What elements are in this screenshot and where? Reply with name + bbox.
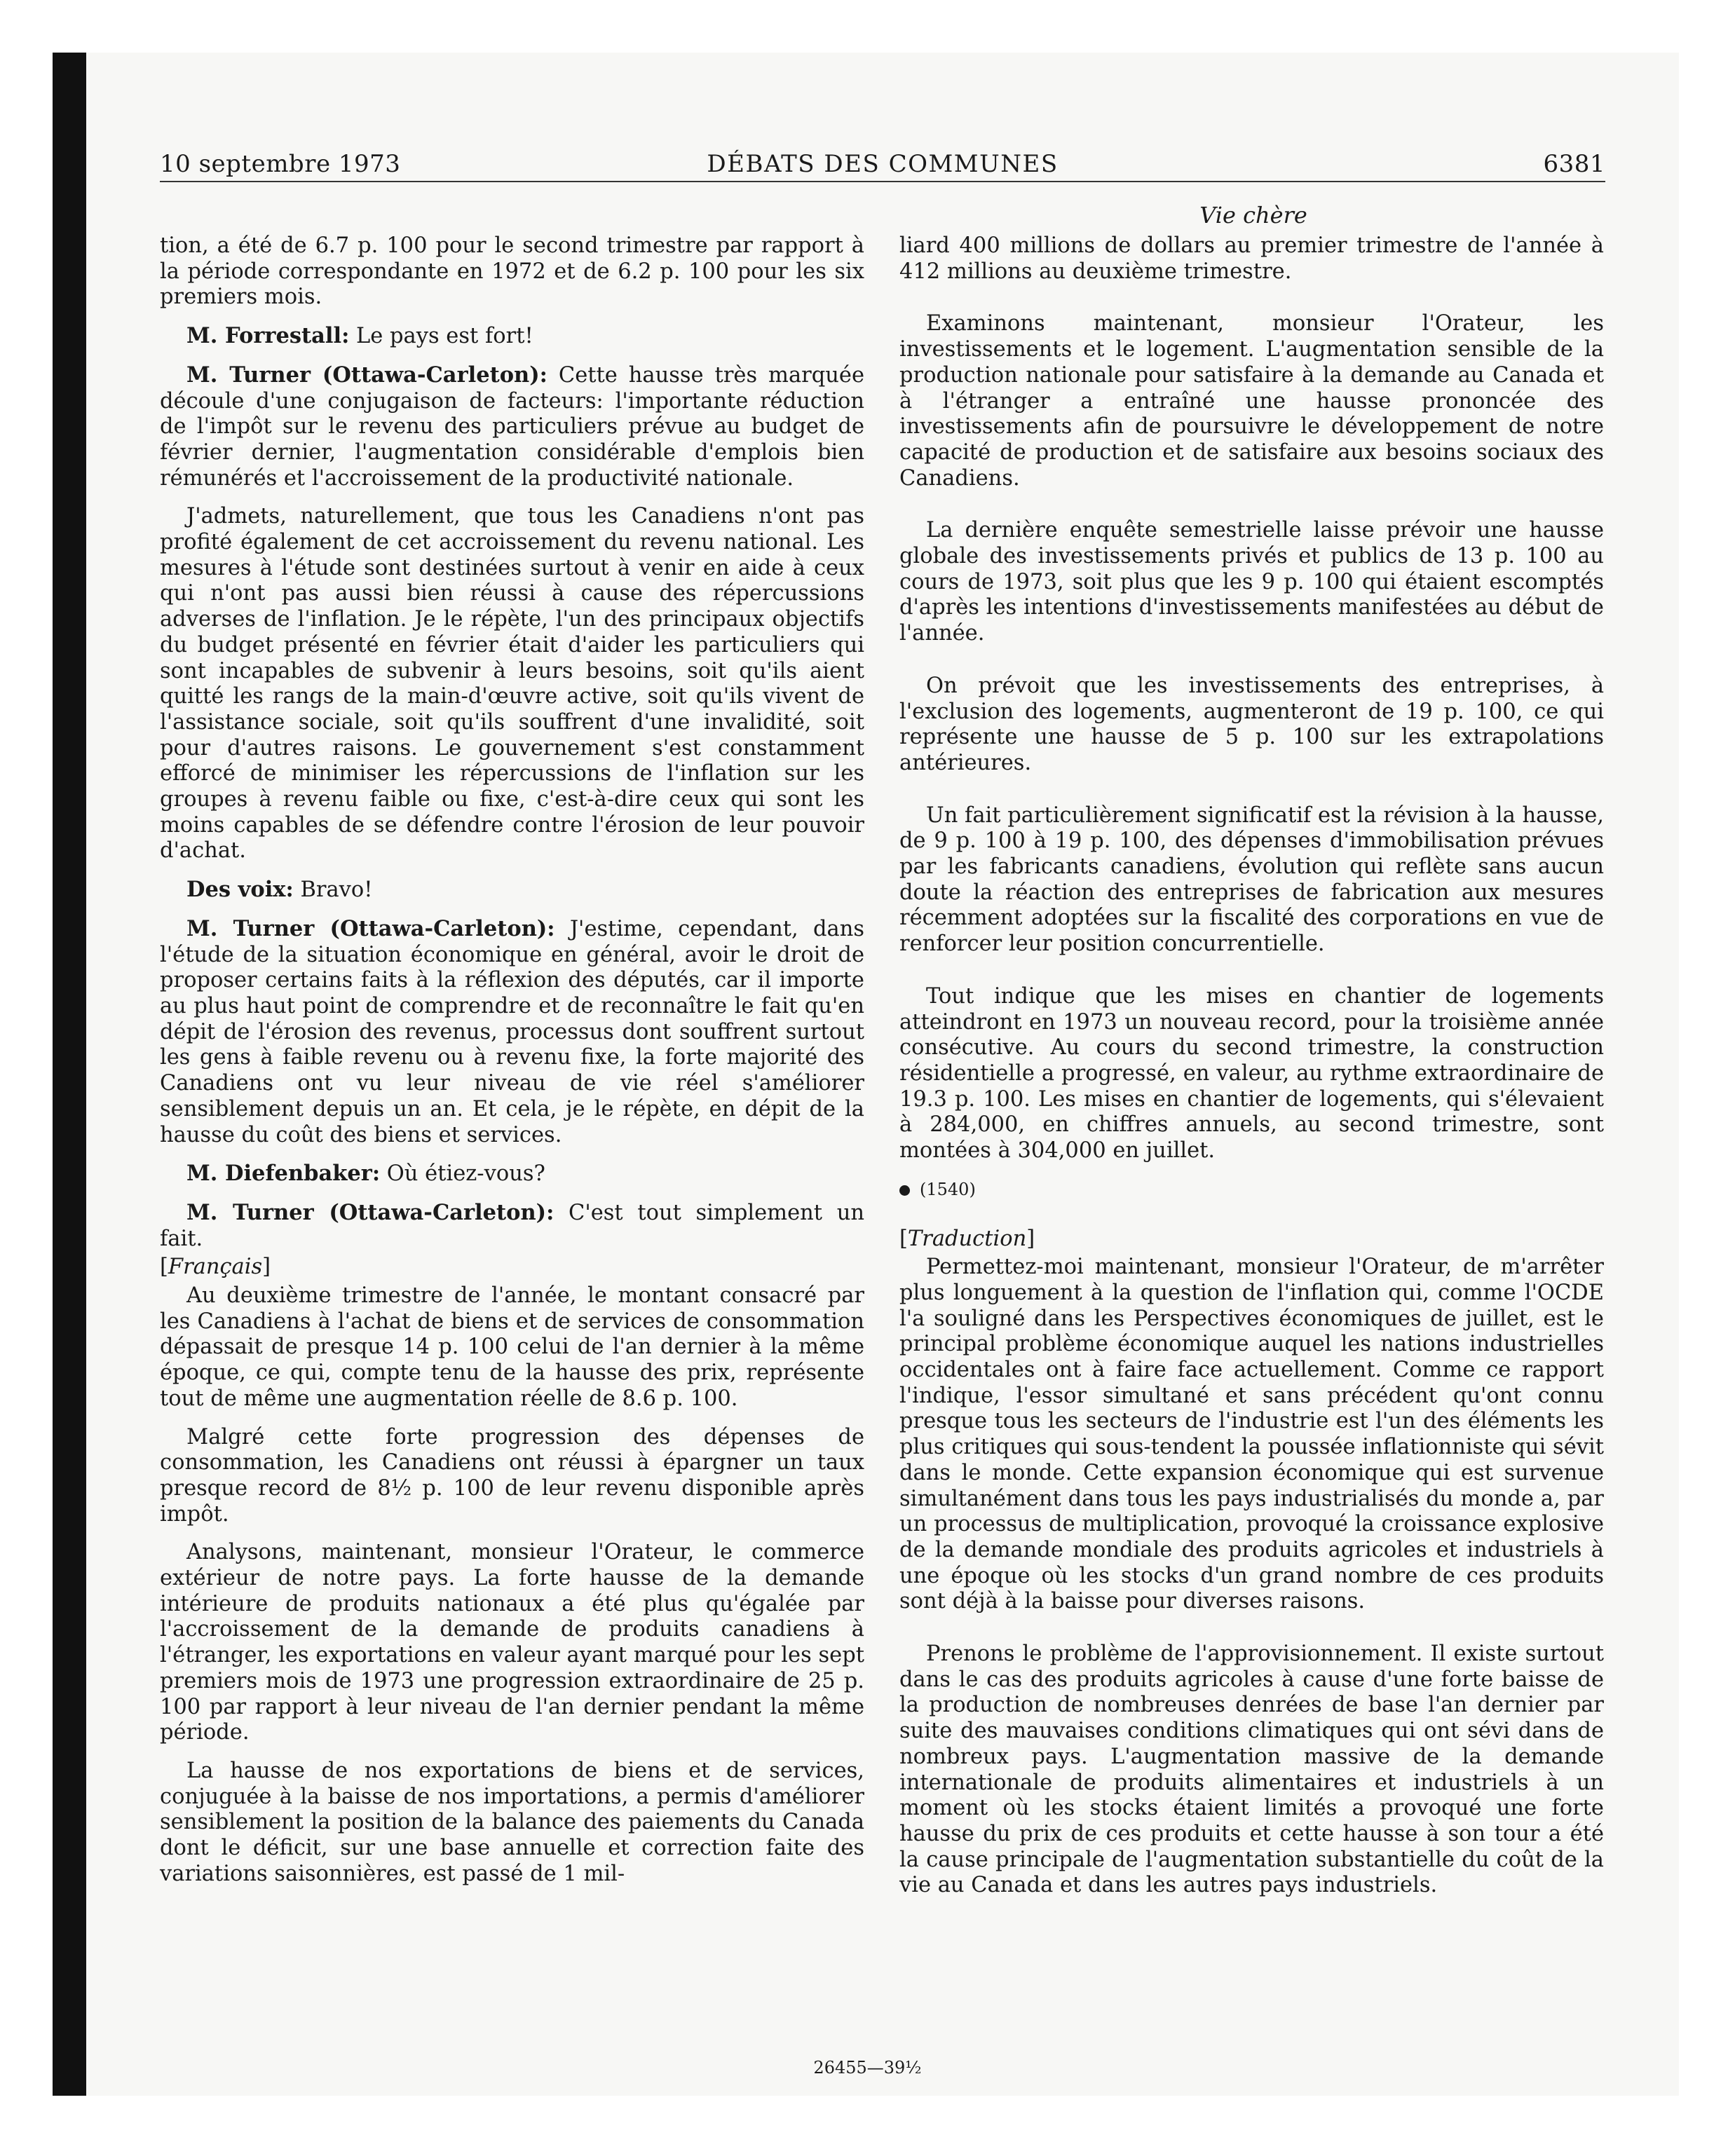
paragraph: Examinons maintenant, monsieur l'Orateur, les investissements et le logement. L'augmentation sensible de la production nationale pour satisfaire à la demande au Canada et à l'étranger a entraîné une hausse prononcée des investissements afin de poursuivre le développement de notre capacité de production et de satisfaire aux besoins sociaux des Canadiens. (899, 311, 1604, 491)
language-label: Français (168, 1255, 263, 1280)
paragraph: liard 400 millions de dollars au premier trimestre de l'année à 412 millions au deuxième trimestre. (899, 233, 1604, 284)
speech-text: C'est tout simplement un fait. (160, 1200, 864, 1251)
paragraph: La hausse de nos exportations de biens et de services, conjuguée à la baisse de nos importations, a permis d'améliorer sensiblement la position de la balance des paiements du Canada dont le déficit, sur une base annuelle et correction faite des variations saisonnières, est passé de 1 mil- (160, 1758, 864, 1886)
language-marker: [Traduction] (899, 1226, 1035, 1251)
speaker-name: M. Diefenbaker: (186, 1161, 381, 1187)
speaker-name: M. Turner (Ottawa-Carleton): (186, 362, 547, 388)
speech (160, 916, 864, 1148)
speaker-name: M. Forrestall: (186, 323, 350, 349)
language-marker: [Français] (160, 1255, 271, 1280)
header-rule (160, 181, 1605, 182)
paragraph: Tout indique que les mises en chantier de logements atteindront en 1973 un nouveau record, pour la troisième année consécutive. Au cours du second trimestre, la construction résidentielle a progressé, en valeur, au rythme extraordinaire de 19.3 p. 100. Les mises en chantier de logements, qui s'élevaient à 284,000, en chiffres annuels, au second trimestre, sont montées à 304,000 en juillet. (899, 983, 1604, 1164)
scan-border (53, 53, 86, 2096)
paragraph: Analysons, maintenant, monsieur l'Orateur, le commerce extérieur de notre pays. La forte hausse de la demande intérieure de produits nationaux a été plus qu'égalée par l'accroissement de la demande de produits canadiens à l'étranger, les exportations en valeur ayant marqué pour les sept premiers mois de 1973 une progression extraordinaire de 25 p. 100 par rapport à leur niveau de l'an dernier pendant la même période. (160, 1540, 864, 1745)
paragraph: On prévoit que les investissements des entreprises, à l'exclusion des logements, augmenteront de 19 p. 100, ce qui représente une hausse de 5 p. 100 sur les extrapolations antérieures. (899, 673, 1604, 775)
speech (160, 1161, 864, 1187)
footer-signature: 26455—39½ (813, 2058, 922, 2077)
timestamp-text: (1540) (920, 1179, 976, 1199)
speech (160, 362, 864, 492)
header-title: DÉBATS DES COMMUNES (707, 150, 1059, 178)
speech-text: Le pays est fort! (349, 324, 533, 349)
speech-text: Où étiez-vous? (380, 1161, 545, 1187)
paragraph: J'admets, naturellement, que tous les Canadiens n'ont pas profité également de cet accroissement du revenu national. Les mesures à l'étude sont destinées surtout à venir en aide à ceux qui n'ont pas aussi bien réussi à cause des répercussions adverses de l'inflation. Je le répète, l'un des principaux objectifs du budget présenté en février était d'aider les particuliers qui sont incapables de subvenir à leurs besoins, soit qu'ils aient quitté les rangs de la main-d'œuvre active, soit qu'ils vivent de l'assistance sociale, soit qu'ils souffrent d'une invalidité, soit pour d'autres raisons. Le gouvernement s'est constamment efforcé de minimiser les répercussions de l'inflation sur les groupes à revenu faible ou fixe, c'est-à-dire ceux qui sont les moins capables de se défendre contre l'érosion de leur pouvoir d'achat. (160, 504, 864, 864)
paragraph: Malgré cette forte progression des dépenses de consommation, les Canadiens ont réussi à épargner un taux presque record de 8½ p. 100 de leur revenu disponible après impôt. (160, 1424, 864, 1527)
left-column (160, 233, 864, 1899)
speech-text: Cette hausse très marquée découle d'une conjugaison de facteurs: l'importante réduction de l'impôt sur le revenu des particuliers prévue au budget de février dernier, l'augmentation considérable d'emplois bien rémunérés et l'accroissement de la productivité nationale. (160, 362, 865, 491)
right-column (899, 233, 1604, 1911)
language-label: Traduction (907, 1226, 1027, 1251)
paragraph: Un fait particulièrement significatif est la révision à la hausse, de 9 p. 100 à 19 p. 100, des dépenses d'immobilisation prévues par les fabricants canadiens, évolution qui reflète sans aucun doute la réaction des entreprises de fabrication aux mesures récemment adoptées sur la fiscalité des corporations en vue de renforcer leur position concurrentielle. (899, 803, 1604, 957)
speaker-name: M. Turner (Ottawa-Carleton): (186, 915, 555, 941)
paragraph: tion, a été de 6.7 p. 100 pour le second trimestre par rapport à la période correspondante en 1972 et de 6.2 p. 100 pour les six premiers mois. (160, 233, 864, 310)
bullet-icon (899, 1185, 910, 1196)
paragraph: Permettez-moi maintenant, monsieur l'Orateur, de m'arrêter plus longuement à la question de l'inflation qui, comme l'OCDE l'a souligné dans les Perspectives économiques de juillet, est le principal problème économique auquel les nations industrielles occidentales ont à faire face actuellement. Comme ce rapport l'indique, l'essor simultané et sans précédent qu'ont connu presque tous les secteurs de l'industrie est l'un des éléments les plus critiques qui sous-tendent la poussée inflationniste qui sévit dans le monde. Cette expansion économique qui est survenue simultanément dans tous les pays industrialisés du monde a, par un processus de multiplication, provoqué la croissance explosive de la demande mondiale des produits agricoles et industriels à une époque où les stocks d'un grand nombre de ces produits sont déjà à la baisse pour diverses raisons. (899, 1255, 1604, 1614)
header-date: 10 septembre 1973 (160, 150, 401, 178)
speaker-name: M. Turner (Ottawa-Carleton): (186, 1199, 554, 1225)
paragraph: La dernière enquête semestrielle laisse prévoir une hausse globale des investissements privés et publics de 13 p. 100 au cours de 1973, soit plus que les 9 p. 100 qui étaient escomptés d'après les intentions d'investissements manifestées au début de l'année. (899, 518, 1604, 646)
section-rubric: Vie chère (1199, 202, 1307, 228)
paragraph: Prenons le problème de l'approvisionnement. Il existe surtout dans le cas des produits agricoles à cause d'une forte baisse de la production de nombreuses denrées de base l'an dernier par suite des mauvaises conditions climatiques qui ont sévi dans de nombreux pays. L'augmentation massive de la demande internationale de produits alimentaires et industriels à un moment où les stocks étaient limités a provoqué une forte hausse du prix de ces produits et cette hausse à son tour a été la cause principale de l'augmentation substantielle du coût de la vie au Canada et dans les autres pays industriels. (899, 1642, 1604, 1898)
header-page-number: 6381 (1543, 150, 1605, 178)
speech (160, 1200, 864, 1252)
timestamp (899, 1177, 1604, 1203)
running-header (160, 146, 1605, 182)
speech (160, 877, 864, 903)
speech (160, 323, 864, 350)
speaker-name: Des voix: (186, 877, 294, 903)
speech-text: Bravo! (293, 878, 373, 903)
speech-text: J'estime, cependant, dans l'étude de la situation économique en général, avoir le droit de proposer certains faits à la réflexion des députés, car il importe au plus haut point de comprendre et de reconnaître le fait qu'en dépit de l'érosion des revenus, processus dont souffrent surtout les gens à faible revenu ou à revenu fixe, la forte majorité des Canadiens ont vu leur niveau de vie réel s'améliorer sensiblement depuis un an. Et cela, je le répète, en dépit de la hausse du coût des biens et services. (160, 916, 864, 1147)
paragraph: Au deuxième trimestre de l'année, le montant consacré par les Canadiens à l'achat de biens et de services de consommation dépassait de presque 14 p. 100 celui de l'an dernier à la même époque, ce qui, compte tenu de la hausse des prix, représente tout de même une augmentation réelle de 8.6 p. 100. (160, 1283, 864, 1411)
